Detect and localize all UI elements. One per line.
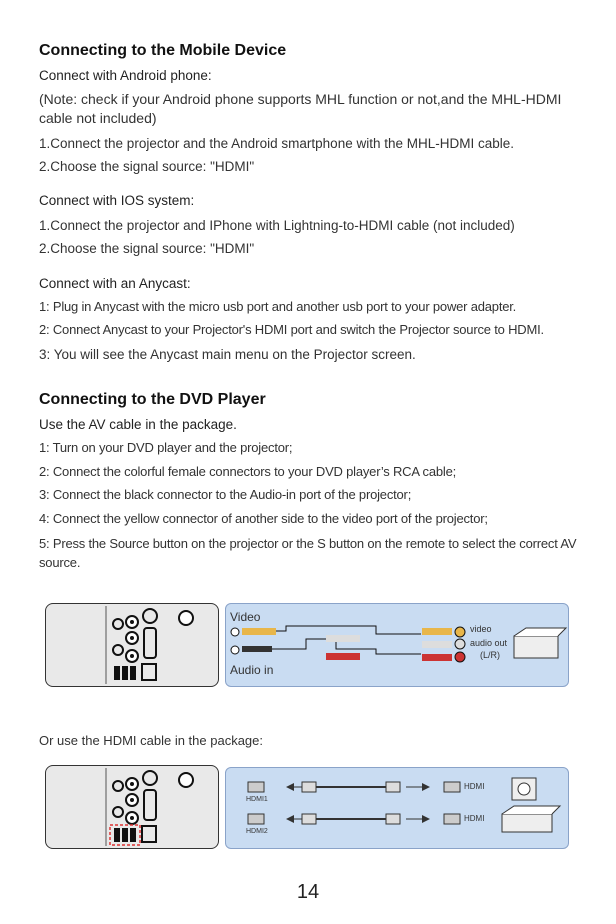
anycast-step-1: 1: Plug in Anycast with the micro usb port and another usb port to your power adapter.	[39, 299, 517, 314]
dvd-step-2: 2: Connect the colorful female connectors to your DVD player’s RCA cable;	[39, 464, 457, 479]
dvd-heading: Use the AV cable in the package.	[39, 417, 237, 432]
av-right-audio: audio out	[470, 638, 508, 648]
av-right-video: video	[470, 624, 492, 634]
android-note: (Note: check if your Android phone supports MHL function or not,and the MHL-HDMI cable not included)	[39, 91, 562, 126]
dvd-step-5: 5: Press the Source button on the projector or the S button on the remote to select the correct AV source.	[39, 536, 577, 570]
hdmi-intro: Or use the HDMI cable in the package:	[39, 733, 264, 748]
av-cable-icon	[226, 604, 568, 686]
anycast-heading: Connect with an Anycast:	[39, 276, 191, 291]
dvd-step-3: 3: Connect the black connector to the Audio-in port of the projector;	[39, 487, 412, 502]
hdmi-right-label-2: HDMI	[464, 814, 485, 823]
hdmi1-label: HDMI1	[246, 796, 268, 803]
hdmi-cable-icon	[226, 768, 568, 848]
page-number: 14	[296, 881, 320, 903]
ios-heading: Connect with IOS system:	[39, 193, 195, 208]
android-heading: Connect with Android phone:	[39, 68, 212, 83]
hdmi2-label: HDMI2	[246, 828, 268, 835]
av-video-label: Video	[230, 610, 261, 624]
anycast-step-3: 3: You will see the Anycast main menu on the Projector screen.	[39, 347, 416, 362]
hdmi-cable-diagram	[225, 767, 569, 849]
dvd-step-4: 4: Connect the yellow connector of another side to the video port of the projector;	[39, 511, 488, 526]
projector-port-panel	[45, 603, 219, 687]
section-title-mobile: Connecting to the Mobile Device	[39, 42, 287, 59]
anycast-step-2: 2: Connect Anycast to your Projector's HDMI port and switch the Projector source to HDMI.	[39, 322, 544, 337]
av-right-lr: (L/R)	[480, 650, 500, 660]
ios-step-1: 1.Connect the projector and IPhone with Lightning-to-HDMI cable (not included)	[39, 218, 515, 233]
section-title-dvd: Connecting to the DVD Player	[39, 391, 266, 408]
av-audio-label: Audio in	[230, 663, 274, 677]
av-cable-diagram	[225, 603, 569, 687]
projector-hdmi-panel	[45, 765, 219, 849]
hdmi-right-label-1: HDMI	[464, 782, 485, 791]
android-step-2: 2.Choose the signal source: "HDMI"	[39, 159, 255, 174]
projector-ports-icon	[46, 604, 218, 686]
android-step-1: 1.Connect the projector and the Android smartphone with the MHL-HDMI cable.	[39, 136, 514, 151]
dvd-step-1: 1: Turn on your DVD player and the projector;	[39, 440, 293, 455]
ios-step-2: 2.Choose the signal source: "HDMI"	[39, 241, 255, 256]
projector-hdmi-ports-icon	[46, 766, 218, 848]
